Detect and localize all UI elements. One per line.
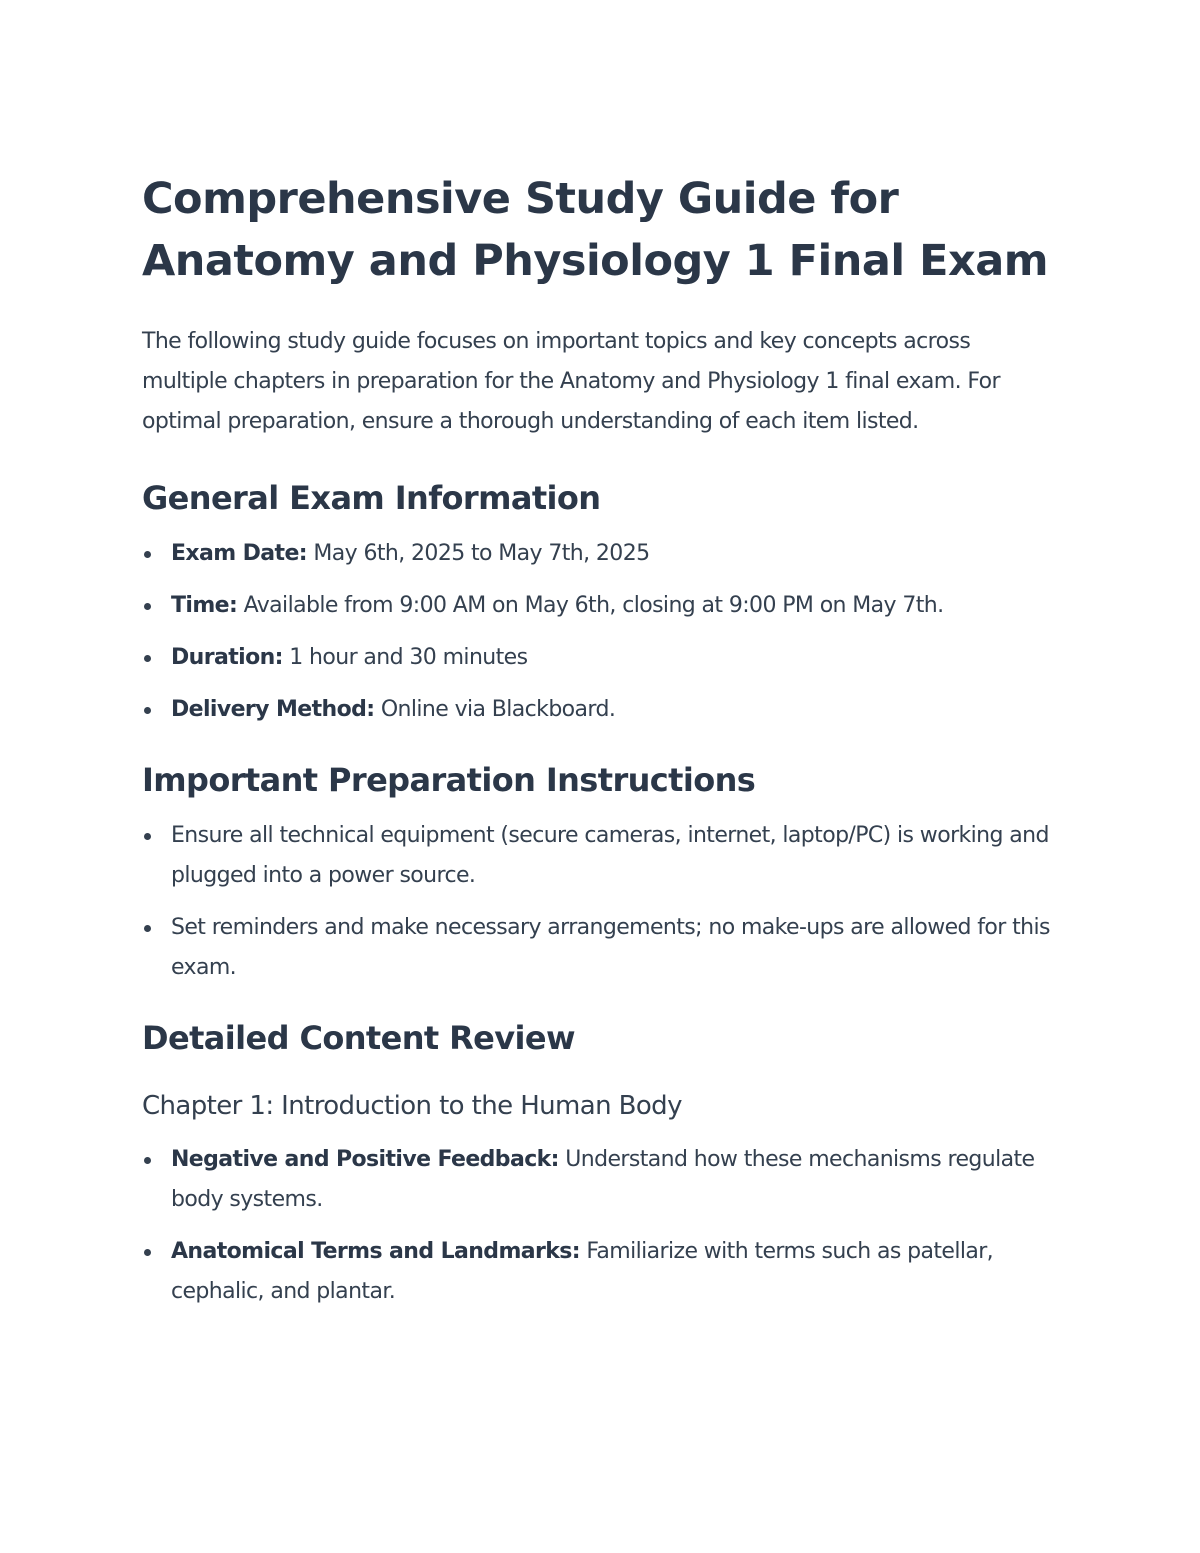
subsection-heading-chapter-1: Chapter 1: Introduction to the Human Body bbox=[142, 1091, 682, 1121]
list-item bbox=[142, 1232, 1052, 1312]
bullet-icon bbox=[144, 551, 151, 558]
chapter-1-list bbox=[142, 1140, 1052, 1312]
item-term: Time: bbox=[171, 593, 238, 618]
section-heading-detailed-content-review: Detailed Content Review bbox=[142, 1019, 575, 1057]
item-text: 1 hour and 30 minutes bbox=[282, 645, 528, 670]
item-text: Understand how these mechanisms regulate body systems. bbox=[171, 1147, 1035, 1212]
section-heading-general-exam-information: General Exam Information bbox=[142, 479, 601, 517]
item-text: Set reminders and make necessary arrangements; no make-ups are allowed for this exam. bbox=[171, 915, 1050, 980]
item-term: Exam Date: bbox=[171, 541, 307, 566]
list-item bbox=[142, 586, 1052, 626]
intro-paragraph: The following study guide focuses on important topics and key concepts across multiple chapters in preparation for the Anatomy and Physiology 1 final exam. For optimal preparation, ensure a thorough understanding of each item listed. bbox=[142, 329, 1000, 434]
item-text: Online via Blackboard. bbox=[374, 697, 616, 722]
bullet-icon bbox=[144, 833, 151, 840]
item-term: Delivery Method: bbox=[171, 697, 375, 722]
section-heading-important-preparation-instructions: Important Preparation Instructions bbox=[142, 761, 756, 799]
document-title: Comprehensive Study Guide for Anatomy and Physiology 1 Final Exam bbox=[142, 174, 1049, 286]
document-page bbox=[142, 168, 1052, 1324]
bullet-icon bbox=[144, 1249, 151, 1256]
bullet-icon bbox=[144, 603, 151, 610]
item-term: Negative and Positive Feedback: bbox=[171, 1147, 559, 1172]
item-text: Available from 9:00 AM on May 6th, closing at 9:00 PM on May 7th. bbox=[237, 593, 944, 618]
list-item bbox=[142, 1140, 1052, 1220]
item-text: Familiarize with terms such as patellar, cephalic, and plantar. bbox=[171, 1239, 994, 1304]
item-term: Duration: bbox=[171, 645, 283, 670]
bullet-icon bbox=[144, 1157, 151, 1164]
list-item bbox=[142, 690, 1052, 730]
item-term: Anatomical Terms and Landmarks: bbox=[171, 1239, 580, 1264]
bullet-icon bbox=[144, 655, 151, 662]
list-item bbox=[142, 638, 1052, 678]
item-text: Ensure all technical equipment (secure cameras, internet, laptop/PC) is working and plugged into a power source. bbox=[171, 823, 1049, 888]
general-exam-information-list bbox=[142, 534, 1052, 730]
list-item bbox=[142, 816, 1052, 896]
bullet-icon bbox=[144, 707, 151, 714]
bullet-icon bbox=[144, 925, 151, 932]
list-item bbox=[142, 908, 1052, 988]
list-item bbox=[142, 534, 1052, 574]
preparation-instructions-list bbox=[142, 816, 1052, 988]
item-text: May 6th, 2025 to May 7th, 2025 bbox=[307, 541, 650, 566]
